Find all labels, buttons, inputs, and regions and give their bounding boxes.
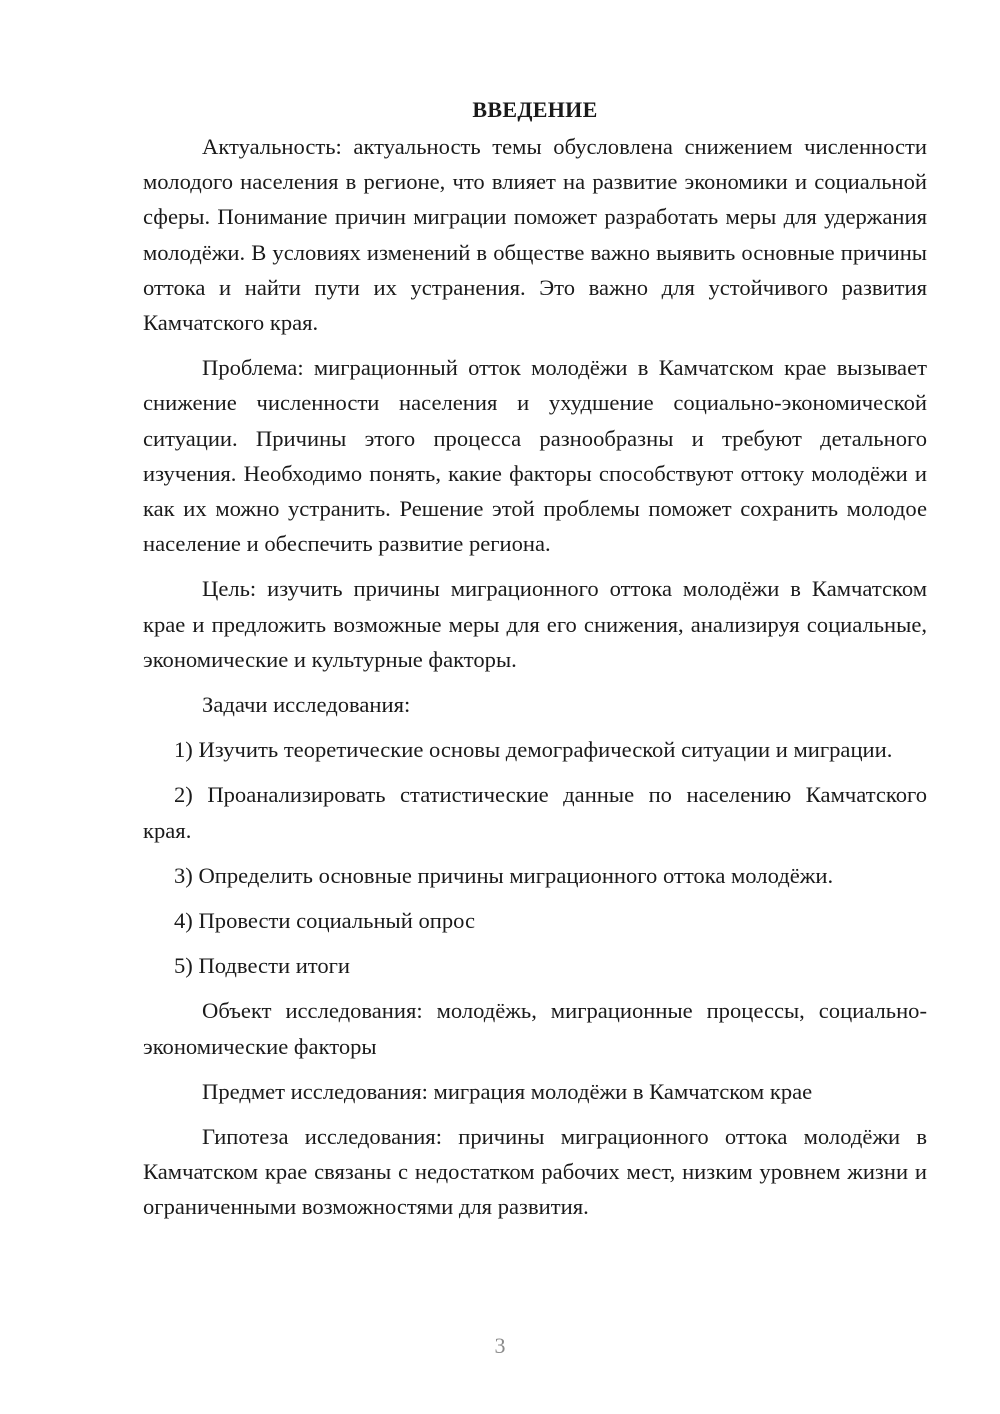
document-title: ВВЕДЕНИЕ	[472, 97, 598, 122]
object-paragraph: Объект исследования: молодёжь, миграционные процессы, социально-экономические факторы	[143, 998, 927, 1059]
goal-paragraph: Цель: изучить причины миграционного оттока молодёжи в Камчатском крае и предложить возможные меры для его снижения, анализируя социальные, экономические и культурные факторы.	[143, 576, 927, 672]
relevance-paragraph: Актуальность: актуальность темы обусловлена снижением численности молодого населения в регионе, что влияет на развитие экономики и социальной сферы. Понимание причин миграции поможет разработать меры для удержания молодёжи. В условиях изменений в обществе важно выявить основные причины оттока и найти пути их устранения. Это важно для устойчивого развития Камчатского края.	[143, 134, 927, 336]
tasks-heading: Задачи исследования:	[202, 692, 411, 718]
page-number: 3	[494, 1333, 506, 1358]
task-item-3: 3) Определить основные причины миграционного оттока молодёжи.	[174, 862, 834, 888]
task-item-5: 5) Подвести итоги	[174, 953, 351, 979]
subject-paragraph: Предмет исследования: миграция молодёжи в Камчатском крае	[202, 1078, 813, 1104]
hypothesis-paragraph: Гипотеза исследования: причины миграционного оттока молодёжи в Камчатском крае связаны с недостатком рабочих мест, низким уровнем жизни и ограниченными возможностями для развития.	[143, 1124, 927, 1220]
task-item-1: 1) Изучить теоретические основы демографической ситуации и миграции.	[174, 737, 893, 763]
document-page	[143, 92, 927, 1235]
task-item-2: 2) Проанализировать статистические данные по населению Камчатского края.	[143, 782, 927, 843]
problem-paragraph: Проблема: миграционный отток молодёжи в Камчатском крае вызывает снижение численности населения и ухудшение социально-экономической ситуации. Причины этого процесса разнообразны и требуют детального изучения. Необходимо понять, какие факторы способствуют оттоку молодёжи и как их можно устранить. Решение этой проблемы поможет сохранить молодое население и обеспечить развитие региона.	[143, 355, 927, 557]
task-item-4: 4) Провести социальный опрос	[174, 908, 476, 934]
